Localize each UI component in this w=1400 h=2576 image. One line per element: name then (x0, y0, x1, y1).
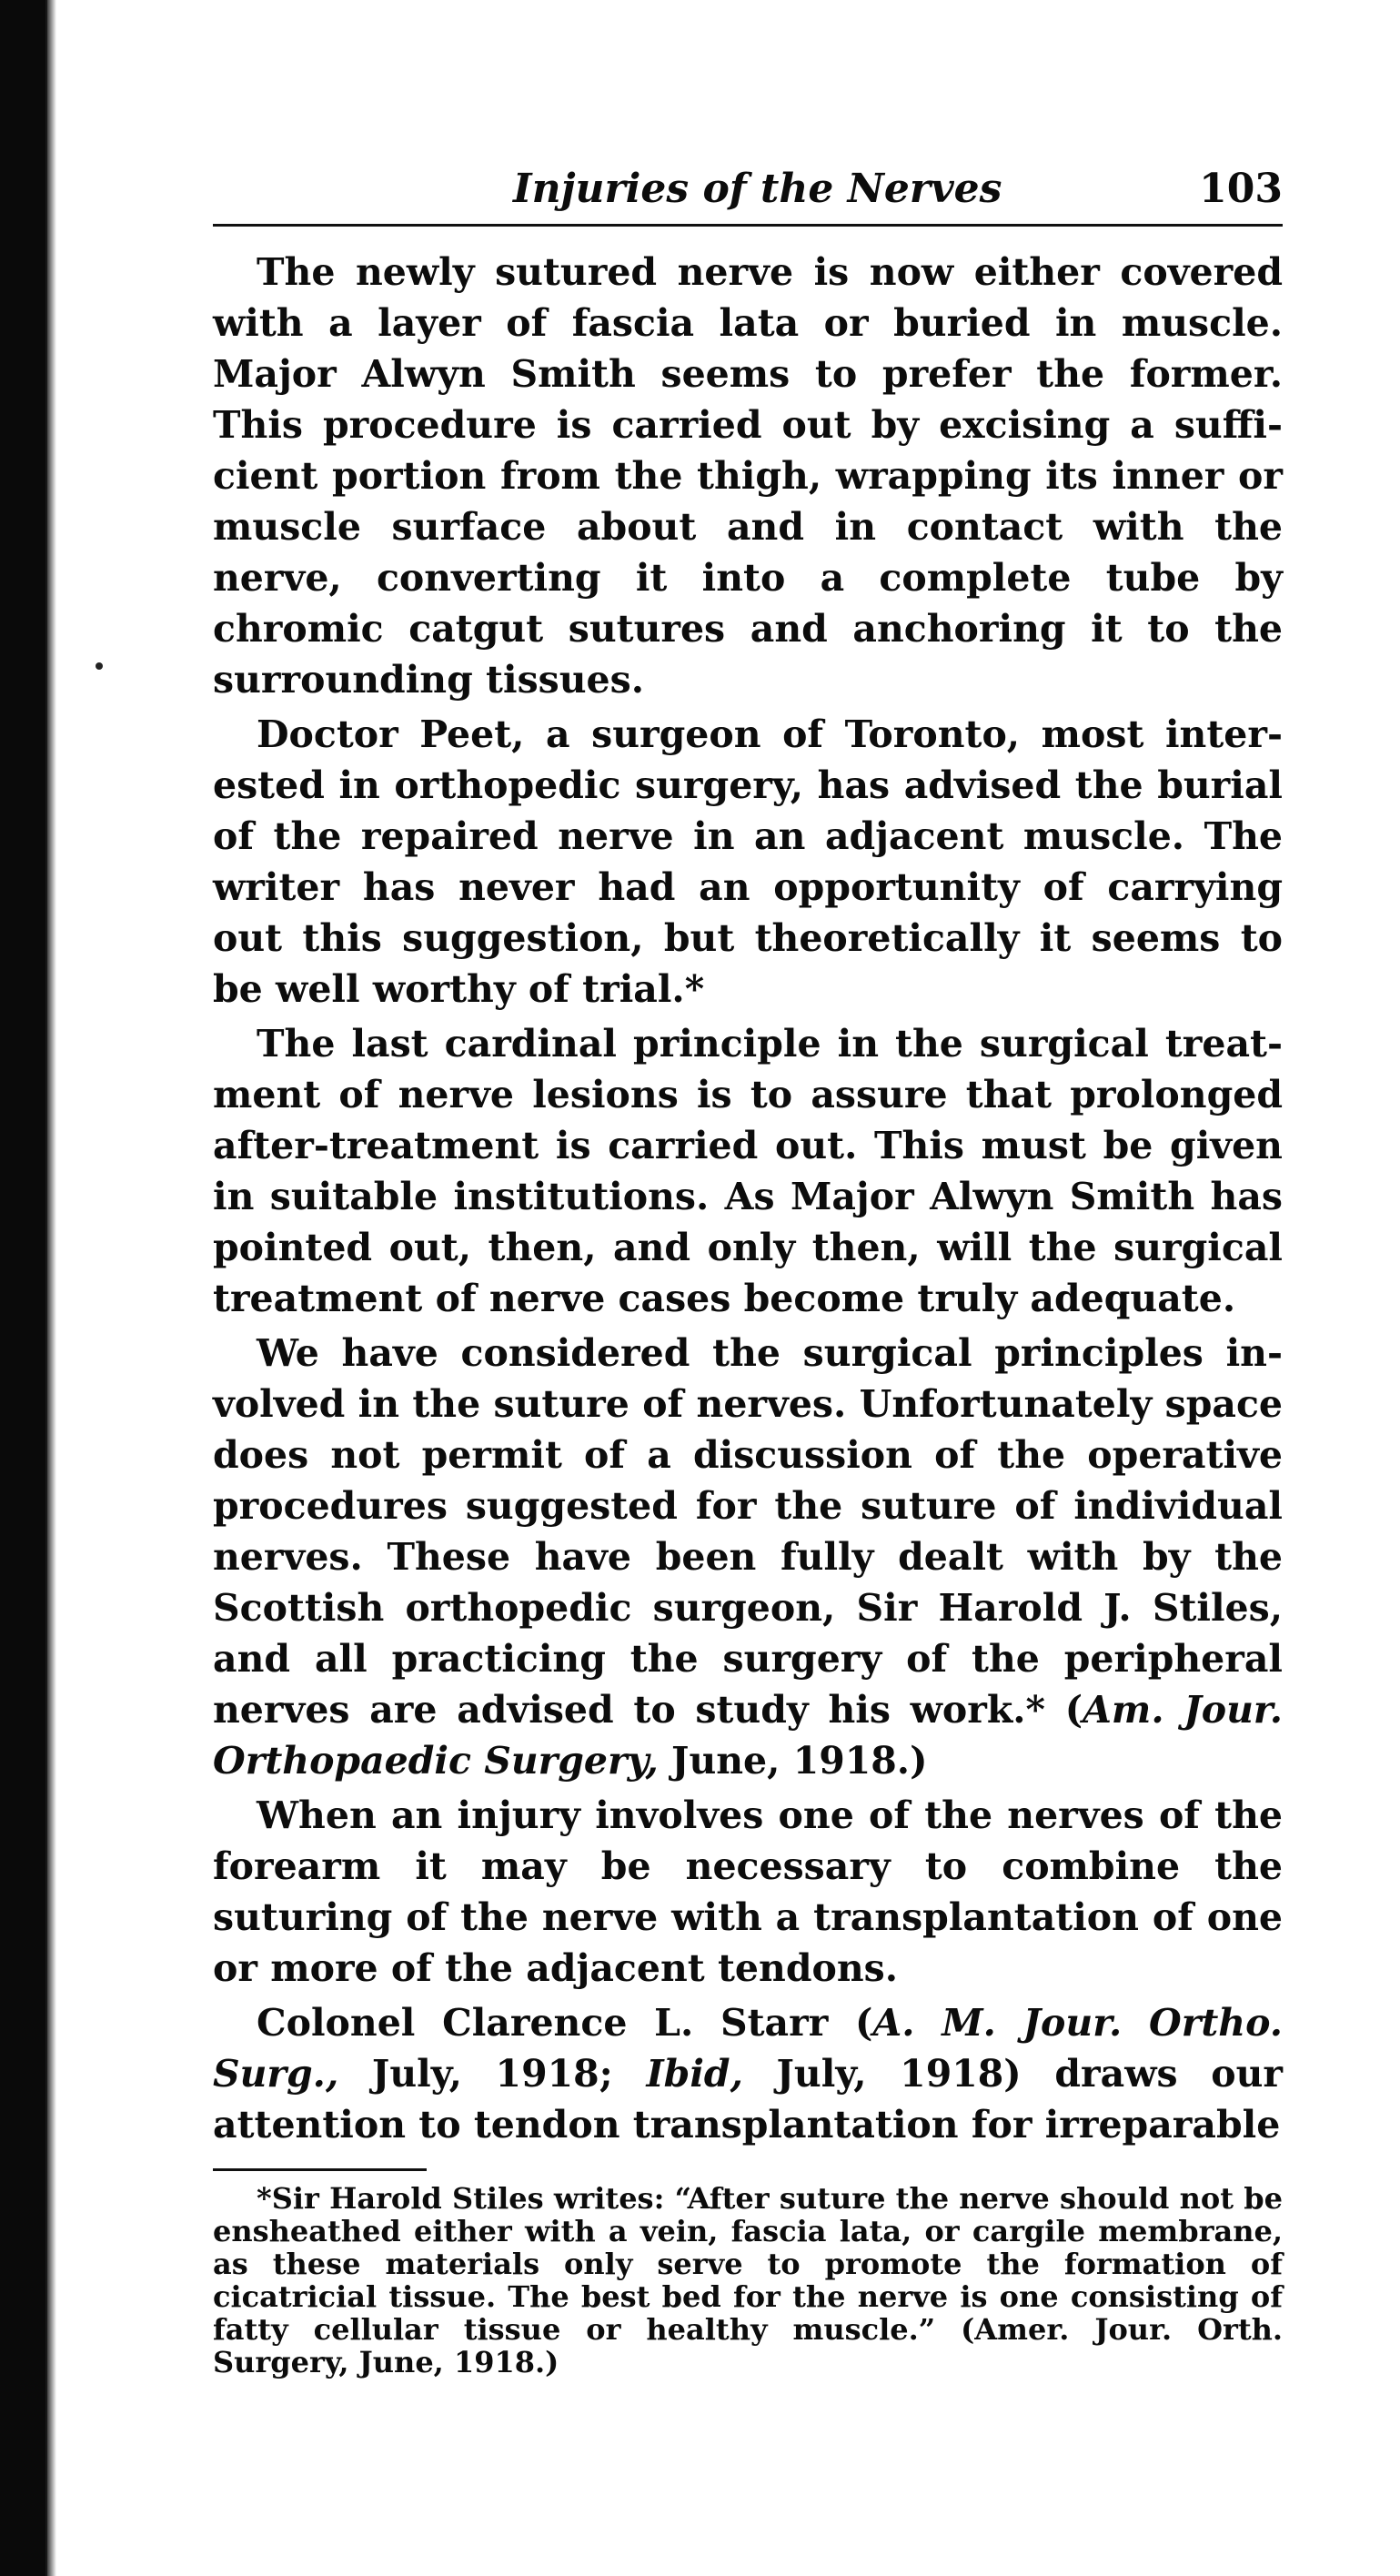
footnote-divider (213, 2168, 427, 2171)
page-number: 103 (1199, 166, 1283, 212)
paragraph-after-treatment: The last cardinal principle in the surgical treatment of nerve lesions is to assure that prolonged after-treatment is carried out. This must be given in suitable institutions. As Major Alwyn Smith has pointed out, then, and only then, will the surgical treatment of nerve cases become truly adequate. (213, 1022, 1283, 1320)
body-text (213, 247, 1283, 2150)
book-page (213, 164, 1283, 2379)
journal-citation: Ibid, (646, 2052, 743, 2096)
paragraph-fascia-lata: The newly sutured nerve is now either covered with a layer of fascia lata or buried in muscle. Major Alwyn Smith seems to prefer the former. This procedure is carried out by excising a sufficient portion from the thigh, wrapping its inner or muscle surface about and in contact with the nerve, converting it into a complete tube by chromic catgut sutures and anchoring it to the surrounding tissues. (213, 250, 1283, 702)
journal-citation: A. M. Jour. Ortho. Surg., (213, 2001, 1283, 2096)
running-header (213, 164, 1283, 227)
paragraph-text: June, 1918.) (658, 1739, 928, 1783)
paragraph-text: Colonel Clarence L. Starr ( (257, 2001, 873, 2045)
running-title: Injuries of the Nerves (513, 166, 1002, 212)
paragraph-text: July, 1918; (338, 2052, 647, 2096)
paragraph-forearm-injury: When an injury involves one of the nerves of the forearm it may be necessary to combine the suturing of the nerve with a transplantation of one or more of the adjacent tendons. (213, 1793, 1283, 1990)
footnote: *Sir Harold Stiles writes: “After suture the nerve should not be ensheathed either with a vein, fascia lata, or cargile membrane, as these materials only serve to promote the formation of cicatricial tissue. The best bed for the nerve is one consisting of fatty cellular tissue or healthy muscle.” (Amer. Jour. Orth. Surgery, June, 1918.) (213, 2181, 1283, 2379)
ink-speck (96, 662, 103, 670)
paragraph-colonel-starr (213, 1997, 1283, 2150)
book-binding-edge (0, 0, 47, 2576)
paragraph-text: We have considered the surgical principles involved in the suture of nerves. Unfortunately space does not permit of a discussion of the operative procedures suggested for the suture of individual nerves. These have been fully dealt with by the Scottish orthopedic surgeon, Sir Harold J. Stiles, and all practicing the surgery of the peripheral nerves are advised to study his work.* ( (213, 1331, 1283, 1732)
journal-citation: Am. Jour. Orthopaedic Surgery, (213, 1688, 1283, 1783)
paragraph-doctor-peet: Doctor Peet, a surgeon of Toronto, most interested in orthopedic surgery, has advised the burial of the repaired nerve in an adjacent muscle. The writer has never had an opportunity of carrying out this suggestion, but theoretically it seems to be well worthy of trial.* (213, 712, 1283, 1011)
paragraph-surgical-principles (213, 1328, 1283, 1786)
paragraph-text: July, 1918) draws our attention to tendon transplantation for irreparable (213, 2052, 1283, 2147)
